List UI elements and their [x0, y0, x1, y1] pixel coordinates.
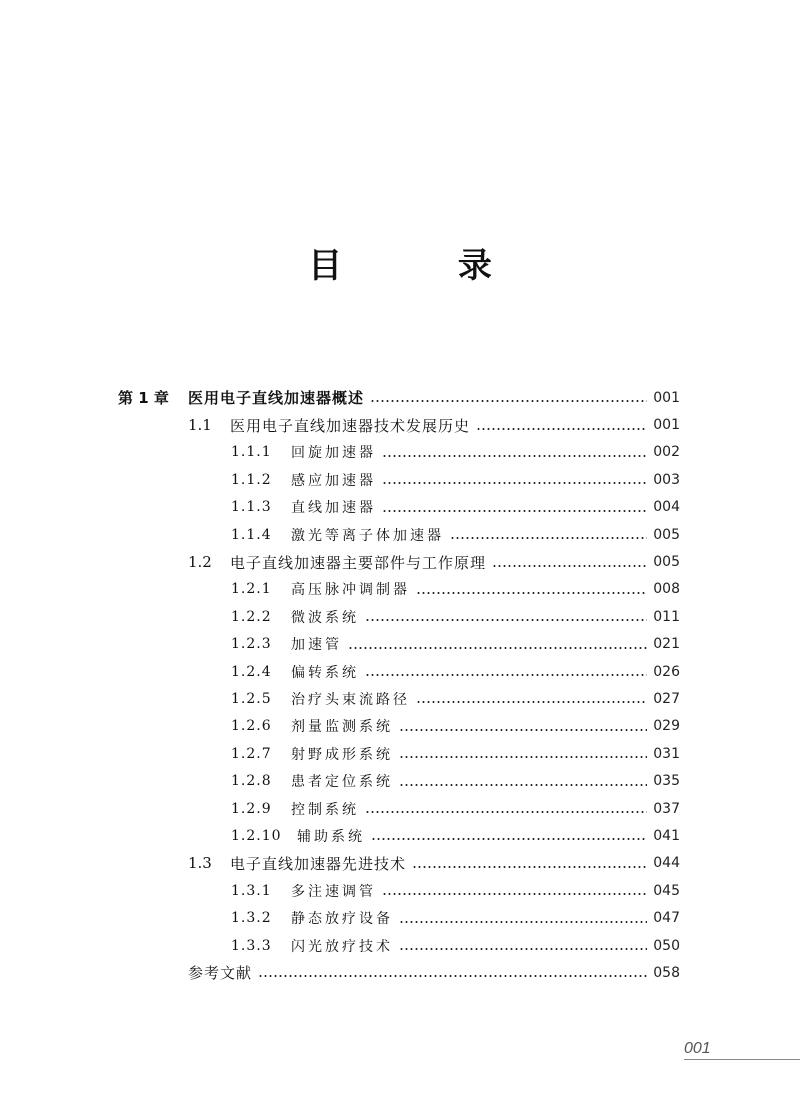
toc-leader-dots — [370, 390, 647, 405]
toc-entry-number: 1.1.3 — [231, 499, 272, 516]
toc-leader-dots — [382, 500, 647, 515]
table-of-contents — [0, 384, 800, 987]
toc-subsection-entry[interactable] — [0, 767, 680, 794]
toc-entry-page: 045 — [653, 882, 680, 899]
toc-leader-dots — [382, 445, 647, 460]
toc-subsection-entry[interactable] — [0, 822, 680, 849]
toc-entry-number: 1.2.2 — [231, 608, 272, 625]
toc-entry-label: 高压脉冲调制器 — [291, 582, 410, 599]
toc-entry-page: 037 — [653, 800, 680, 817]
toc-entry-label: 微波系统 — [291, 609, 359, 626]
toc-entry-page: 001 — [653, 389, 680, 406]
toc-subsection-entry[interactable] — [0, 576, 680, 603]
toc-entry-label: 辅助系统 — [297, 828, 365, 845]
toc-entry-page: 047 — [653, 910, 680, 927]
toc-entry-page: 004 — [653, 499, 680, 516]
toc-entry-page: 005 — [653, 554, 680, 571]
toc-entry-page: 001 — [653, 417, 680, 434]
toc-entry-label: 感应加速器 — [291, 472, 376, 489]
toc-subsection-entry[interactable] — [0, 740, 680, 767]
toc-entry-label: 闪光放疗技术 — [291, 938, 393, 955]
toc-entry-page: 011 — [653, 608, 680, 625]
toc-entry-label: 剂量监测系统 — [291, 719, 393, 736]
toc-subsection-entry[interactable] — [0, 466, 680, 493]
toc-leader-dots — [412, 856, 647, 871]
toc-entry-label: 电子直线加速器主要部件与工作原理 — [230, 553, 487, 572]
toc-entry-page: 002 — [653, 444, 680, 461]
toc-entry-page: 026 — [653, 663, 680, 680]
toc-entry-label: 偏转系统 — [291, 664, 359, 681]
toc-leader-dots — [399, 746, 647, 761]
toc-subsection-entry[interactable] — [0, 904, 680, 931]
toc-subsection-entry[interactable] — [0, 795, 680, 822]
toc-subsection-entry[interactable] — [0, 877, 680, 904]
toc-entry-page: 008 — [653, 581, 680, 598]
toc-section-entry[interactable] — [0, 411, 680, 438]
toc-entry-label: 静态放疗设备 — [291, 911, 393, 928]
toc-entry-label: 控制系统 — [291, 801, 359, 818]
page-title: 目 录 — [308, 246, 544, 286]
toc-entry-number: 1.3.1 — [231, 882, 272, 899]
toc-entry-number: 1.3.2 — [231, 910, 272, 927]
toc-entry-label: 患者定位系统 — [291, 774, 393, 791]
toc-entry-number: 1.2.5 — [231, 690, 272, 707]
toc-subsection-entry[interactable] — [0, 932, 680, 959]
toc-entry-label: 多注速调管 — [291, 883, 376, 900]
toc-entry-number: 第 1 章 — [118, 389, 169, 408]
toc-entry-number: 1.2.1 — [231, 581, 272, 598]
toc-entry-label: 参考文献 — [188, 964, 253, 983]
toc-subsection-entry[interactable] — [0, 685, 680, 712]
toc-subsection-entry[interactable] — [0, 603, 680, 630]
toc-subsection-entry[interactable] — [0, 521, 680, 548]
toc-entry-label: 医用电子直线加速器概述 — [188, 389, 365, 408]
toc-leader-dots — [416, 691, 647, 706]
toc-entry-number: 1.2.3 — [231, 636, 272, 653]
toc-entry-page: 041 — [653, 827, 680, 844]
toc-leader-dots — [492, 555, 647, 570]
toc-entry-page: 035 — [653, 773, 680, 790]
toc-entry-label: 电子直线加速器先进技术 — [230, 854, 407, 873]
toc-entry-page: 027 — [653, 690, 680, 707]
toc-entry-number: 1.3.3 — [231, 937, 272, 954]
toc-leader-dots — [365, 801, 647, 816]
toc-entry-page: 005 — [653, 526, 680, 543]
toc-leader-dots — [382, 883, 647, 898]
toc-leader-dots — [399, 719, 647, 734]
toc-leader-dots — [371, 828, 647, 843]
toc-entry-number: 1.1.1 — [231, 444, 272, 461]
toc-entry-label: 直线加速器 — [291, 500, 376, 517]
toc-entry-label: 医用电子直线加速器技术发展历史 — [230, 416, 471, 435]
toc-section-entry[interactable] — [0, 850, 680, 877]
toc-leader-dots — [348, 637, 647, 652]
toc-entry-label: 加速管 — [291, 637, 342, 654]
toc-entry-number: 1.2.8 — [231, 773, 272, 790]
toc-leader-dots — [258, 965, 647, 980]
toc-subsection-entry[interactable] — [0, 439, 680, 466]
toc-references-entry[interactable] — [0, 959, 680, 986]
toc-entry-number: 1.2.4 — [231, 663, 272, 680]
toc-subsection-entry[interactable] — [0, 713, 680, 740]
toc-entry-page: 044 — [653, 855, 680, 872]
toc-entry-number: 1.3 — [188, 854, 212, 873]
toc-leader-dots — [365, 609, 647, 624]
toc-leader-dots — [365, 664, 647, 679]
toc-leader-dots — [399, 938, 647, 953]
toc-entry-number: 1.2 — [188, 553, 212, 572]
toc-entry-number: 1.2.10 — [231, 827, 282, 844]
toc-entry-page: 050 — [653, 937, 680, 954]
footer-page-number: 001 — [684, 1040, 711, 1057]
toc-subsection-entry[interactable] — [0, 494, 680, 521]
toc-subsection-entry[interactable] — [0, 658, 680, 685]
toc-entry-page: 029 — [653, 718, 680, 735]
toc-entry-label: 回旋加速器 — [291, 445, 376, 462]
toc-entry-page: 003 — [653, 471, 680, 488]
toc-entry-number: 1.2.9 — [231, 800, 272, 817]
toc-entry-page: 058 — [653, 964, 680, 981]
toc-entry-number: 1.2.7 — [231, 745, 272, 762]
toc-entry-number: 1.2.6 — [231, 718, 272, 735]
toc-entry-number: 1.1.2 — [231, 471, 272, 488]
toc-entry-label: 射野成形系统 — [291, 746, 393, 763]
toc-entry-page: 031 — [653, 745, 680, 762]
toc-leader-dots — [416, 582, 647, 597]
toc-entry-number: 1.1 — [188, 416, 212, 435]
toc-section-entry[interactable] — [0, 548, 680, 575]
toc-chapter-entry[interactable] — [0, 384, 680, 411]
toc-subsection-entry[interactable] — [0, 631, 680, 658]
toc-leader-dots — [399, 774, 647, 789]
toc-leader-dots — [399, 911, 647, 926]
toc-entry-label: 治疗头束流路径 — [291, 691, 410, 708]
footer-rule — [684, 1059, 800, 1060]
toc-leader-dots — [382, 472, 647, 487]
toc-entry-label: 激光等离子体加速器 — [291, 527, 444, 544]
toc-entry-page: 021 — [653, 636, 680, 653]
toc-entry-number: 1.1.4 — [231, 526, 272, 543]
toc-leader-dots — [476, 418, 647, 433]
toc-leader-dots — [450, 527, 647, 542]
